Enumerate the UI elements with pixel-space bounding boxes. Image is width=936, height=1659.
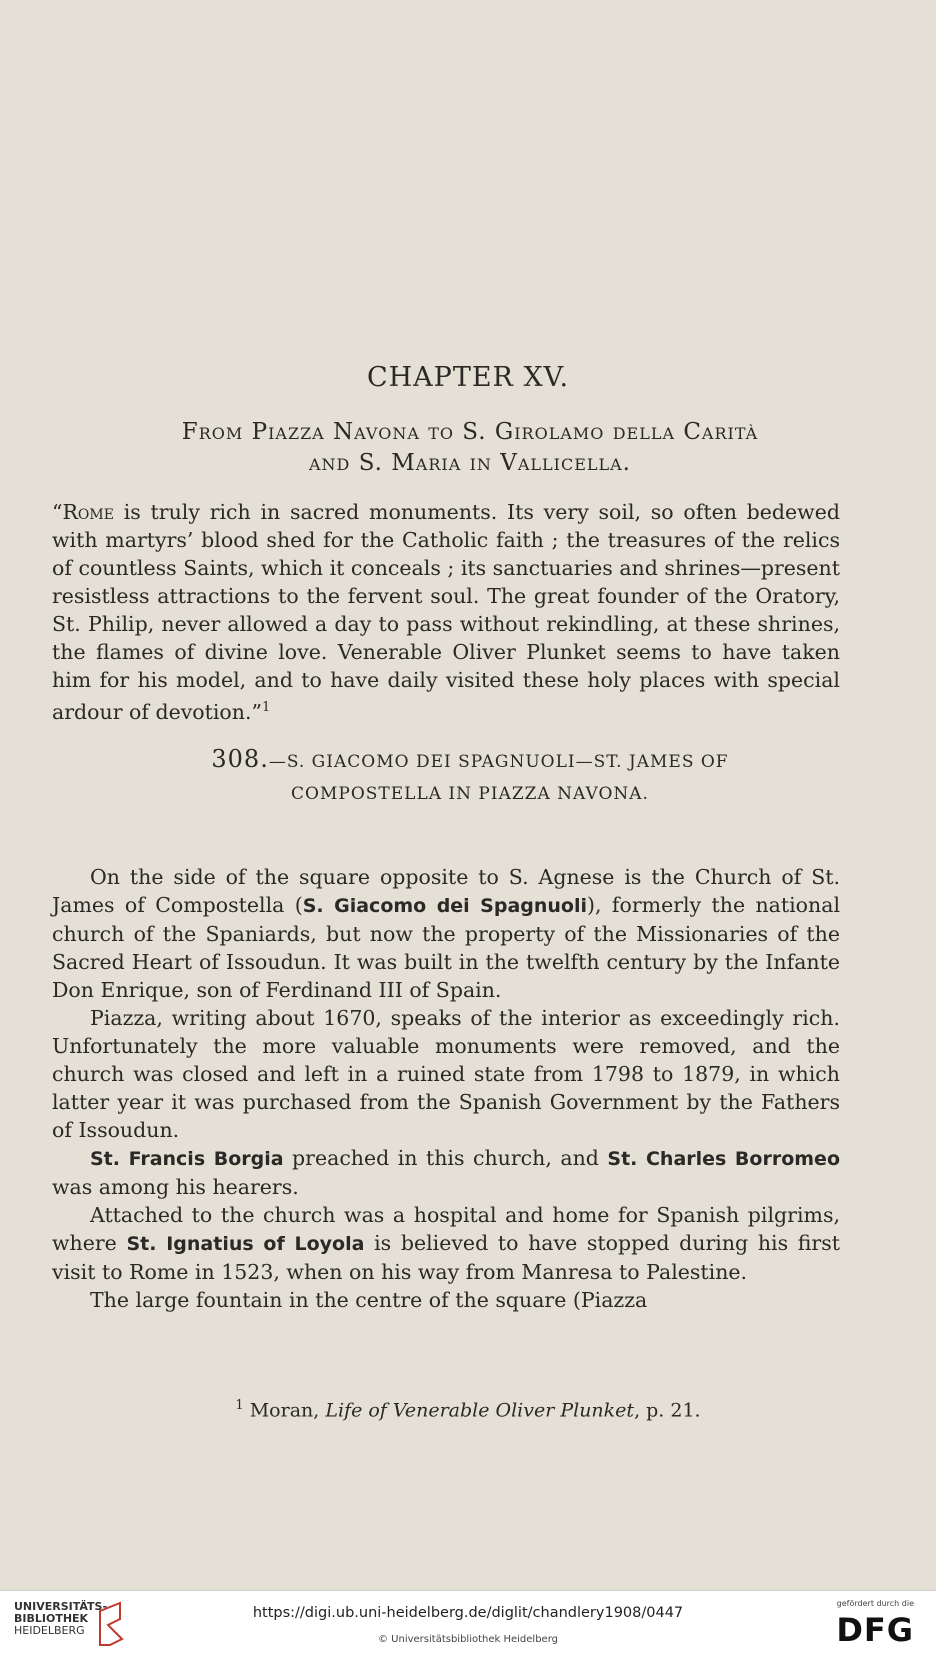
footnote-marker: 1	[235, 1398, 244, 1413]
dfg-logo[interactable]: DFG	[836, 1611, 914, 1649]
library-name-line3: HEIDELBERG	[14, 1624, 85, 1637]
intro-quote	[52, 498, 840, 726]
section-heading-line2: COMPOSTELLA IN PIAZZA NAVONA.	[291, 784, 649, 804]
open-quote: “	[52, 500, 63, 524]
section-number: 308.	[211, 745, 269, 773]
paragraph-3-bold-2: St. Charles Borromeo	[607, 1148, 840, 1170]
section-heading-line1: —S. GIACOMO DEI SPAGNUOLI—ST. JAMES OF	[268, 752, 729, 772]
chapter-subtitle	[60, 417, 880, 479]
paragraph-3-bold-1: St. Francis Borgia	[90, 1148, 284, 1170]
section-body	[52, 863, 840, 1314]
funding-label: gefördert durch die	[836, 1599, 914, 1608]
page-url-link[interactable]: https://digi.ub.uni-heidelberg.de/diglit/chandlery1908/0447	[252, 1605, 684, 1621]
library-name-line2: BIBLIOTHEK	[14, 1612, 89, 1625]
paragraph-1-text-a: On the side of the square opposite to S. Agnese is the Church of St. James of Compostella (	[52, 865, 840, 917]
paragraph-1	[52, 863, 840, 1004]
section-heading	[80, 743, 860, 810]
paragraph-3	[52, 1144, 840, 1201]
footnote-author: Moran,	[243, 1399, 326, 1422]
chapter-subtitle-line2: and S. Maria in Vallicella.	[309, 450, 631, 476]
footnote-title: Life of Venerable Oliver Plunket	[325, 1399, 635, 1422]
chapter-subtitle-line1: From Piazza Navona to S. Girolamo della Carità	[181, 419, 759, 445]
chapter-title: CHAPTER XV.	[366, 362, 570, 393]
footnote-page: , p. 21.	[634, 1399, 701, 1422]
copyright-notice: © Universitätsbibliothek Heidelberg	[377, 1634, 558, 1645]
library-name-line1: UNIVERSITÄTS-	[14, 1600, 108, 1613]
paragraph-2: Piazza, writing about 1670, speaks of the interior as exceedingly rich. Unfortunately the more valuable monuments were removed, and the church was closed and left in a ruined state from 1798 to 1879, in which latter year it was purchased from the Spanish Government by the Fathers of Issoudun.	[52, 1006, 840, 1142]
footnote-ref: 1	[261, 700, 271, 715]
paragraph-4-text-a: Attached to the church was a hospital and home for Spanish pilgrims, where	[52, 1203, 840, 1255]
paragraph-3-text-a: preached in this church, and	[283, 1146, 608, 1170]
paragraph-4	[52, 1201, 840, 1286]
viewer-footer	[0, 1590, 936, 1659]
paragraph-3-text-b: was among his hearers.	[52, 1175, 299, 1199]
paragraph-1-bold: S. Giacomo dei Spagnuoli	[302, 895, 588, 917]
paragraph-1-text-b: ), formerly the national church of the Spaniards, but now the property of the Missionaries of the Sacred Heart of Issoudun. It was built in the twelfth century by the Infante Don Enrique, son of Ferdinand III of Spain.	[52, 893, 841, 1002]
intro-text: is truly rich in sacred monuments. Its very soil, so often bedewed with martyrs’ blood shed for the Catholic faith ; the treasures of the relics of countless Saints, which it conceals ; its sanctuaries and shrines—present resistless attractions to the fervent soul. The great founder of the Oratory, St. Philip, never allowed a day to pass without rekindling, at these shrines, the flames of divine love. Venerable Oliver Plunket seems to have taken him for his model, and to have daily visited these holy places with special ardour of devotion.”	[52, 500, 840, 724]
paragraph-4-bold: St. Ignatius of Loyola	[126, 1233, 365, 1255]
paragraph-5: The large fountain in the centre of the square (Piazza	[90, 1288, 648, 1312]
footnote	[0, 1398, 936, 1421]
paragraph-4-text-b: is believed to have stopped during his first visit to Rome in 1523, when on his way from Manresa to Palestine.	[52, 1231, 840, 1284]
intro-first-word: Rome	[62, 500, 114, 524]
